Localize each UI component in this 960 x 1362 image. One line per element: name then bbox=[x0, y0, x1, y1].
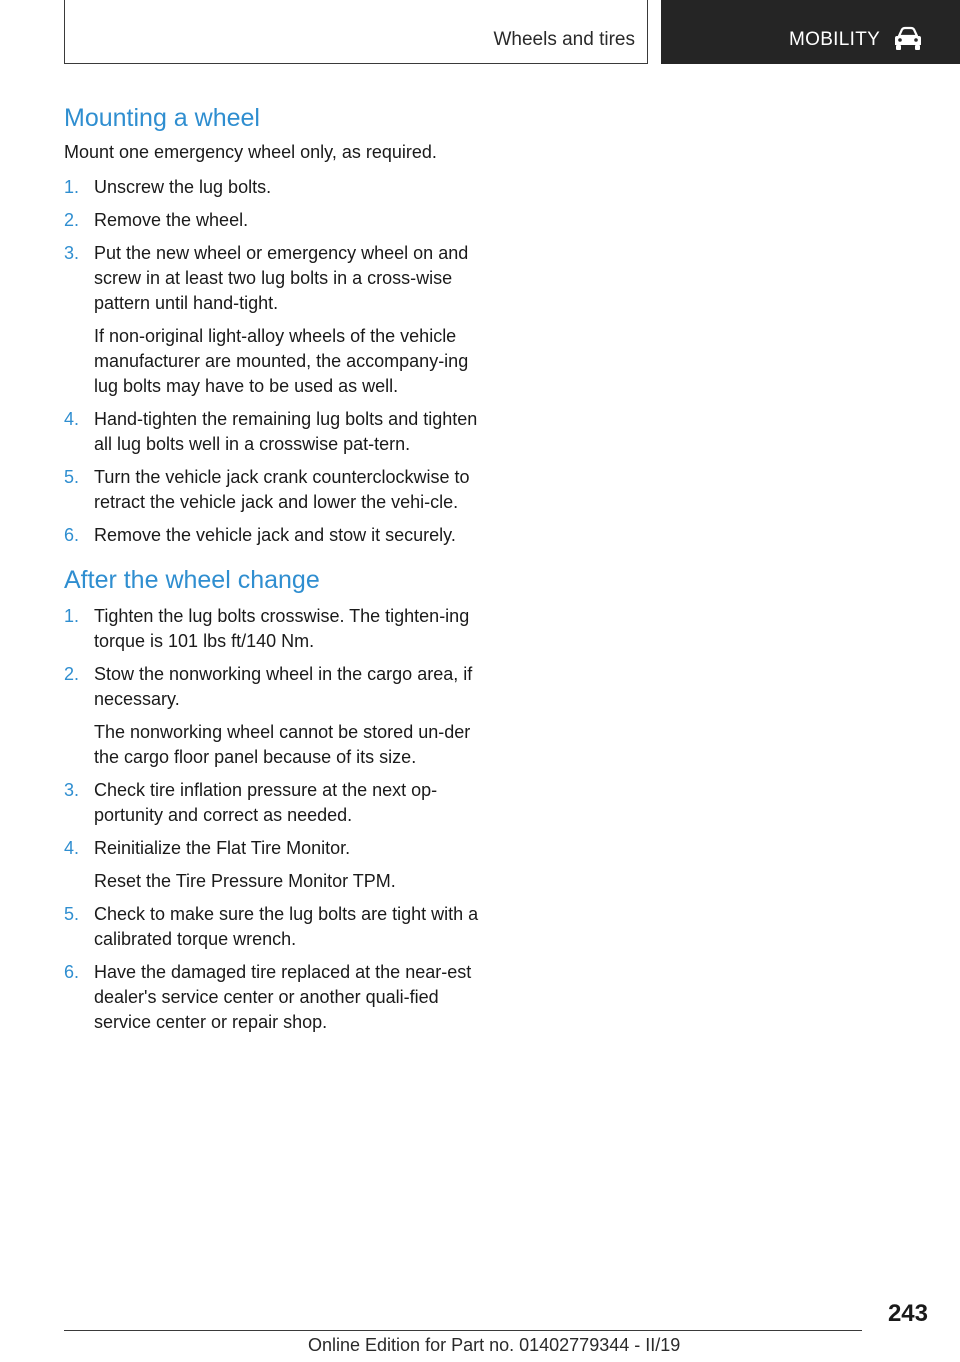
mounting-steps bbox=[64, 175, 484, 548]
step-number: 4. bbox=[64, 838, 80, 858]
step-text: Check tire inflation pressure at the next op-portunity and correct as needed. bbox=[94, 780, 438, 825]
step-text: Have the damaged tire replaced at the near-est dealer's service center or another quali-fied service center or repair shop. bbox=[94, 962, 472, 1032]
step-number: 6. bbox=[64, 962, 80, 982]
list-item bbox=[64, 523, 484, 548]
step-text: Reinitialize the Flat Tire Monitor. bbox=[94, 838, 351, 858]
step-text: Turn the vehicle jack crank counterclockwise to retract the vehicle jack and lower the vehi-cle. bbox=[94, 467, 470, 512]
step-number: 4. bbox=[64, 409, 80, 429]
list-item bbox=[64, 407, 484, 457]
step-text: Stow the nonworking wheel in the cargo area, if necessary. bbox=[94, 664, 473, 709]
step-text: Put the new wheel or emergency wheel on and screw in at least two lug bolts in a cross-wise pattern until hand-tight. bbox=[94, 243, 469, 313]
step-note: Reset the Tire Pressure Monitor TPM. bbox=[94, 871, 396, 891]
step-note: The nonworking wheel cannot be stored un-der the cargo floor panel because of its size. bbox=[94, 722, 471, 767]
step-number: 3. bbox=[64, 243, 80, 263]
step-number: 1. bbox=[64, 177, 80, 197]
header-section-title: Wheels and tires bbox=[493, 29, 635, 50]
list-item bbox=[64, 836, 484, 894]
step-number: 5. bbox=[64, 467, 80, 487]
header-chapter-title: MOBILITY bbox=[789, 29, 881, 50]
list-item bbox=[64, 604, 484, 654]
step-number: 1. bbox=[64, 606, 80, 626]
step-text: Hand-tighten the remaining lug bolts and tighten all lug bolts well in a crosswise pat-tern. bbox=[94, 409, 478, 454]
after-change-steps bbox=[64, 604, 484, 1035]
step-text: Remove the vehicle jack and stow it securely. bbox=[94, 525, 456, 545]
page-number: 243 bbox=[887, 1300, 928, 1327]
step-number: 2. bbox=[64, 210, 80, 230]
step-text: Unscrew the lug bolts. bbox=[94, 177, 272, 197]
step-number: 3. bbox=[64, 780, 80, 800]
step-text: Remove the wheel. bbox=[94, 210, 249, 230]
footer-divider bbox=[64, 1330, 862, 1331]
list-item bbox=[64, 208, 484, 233]
section-title-after-change: After the wheel change bbox=[64, 566, 320, 594]
footer-edition: Online Edition for Part no. 01402779344 - II/19 bbox=[308, 1335, 681, 1355]
step-number: 6. bbox=[64, 525, 80, 545]
step-text: Tighten the lug bolts crosswise. The tighten-ing torque is 101 lbs ft/140 Nm. bbox=[94, 606, 470, 651]
list-item bbox=[64, 465, 484, 515]
list-item bbox=[64, 175, 484, 200]
header-section-box bbox=[64, 0, 648, 64]
step-number: 2. bbox=[64, 664, 80, 684]
list-item bbox=[64, 662, 484, 770]
header-chapter-box bbox=[661, 0, 960, 64]
list-item bbox=[64, 778, 484, 828]
list-item bbox=[64, 960, 484, 1035]
step-number: 5. bbox=[64, 904, 80, 924]
content bbox=[64, 102, 484, 1043]
step-note: If non-original light-alloy wheels of the vehicle manufacturer are mounted, the accompany-ing lug bolts may have to be used as well. bbox=[94, 326, 469, 396]
car-icon bbox=[893, 26, 923, 52]
section-title-mounting: Mounting a wheel bbox=[64, 104, 260, 132]
mounting-intro: Mount one emergency wheel only, as required. bbox=[64, 142, 437, 162]
list-item bbox=[64, 241, 484, 399]
list-item bbox=[64, 902, 484, 952]
step-text: Check to make sure the lug bolts are tight with a calibrated torque wrench. bbox=[94, 904, 479, 949]
